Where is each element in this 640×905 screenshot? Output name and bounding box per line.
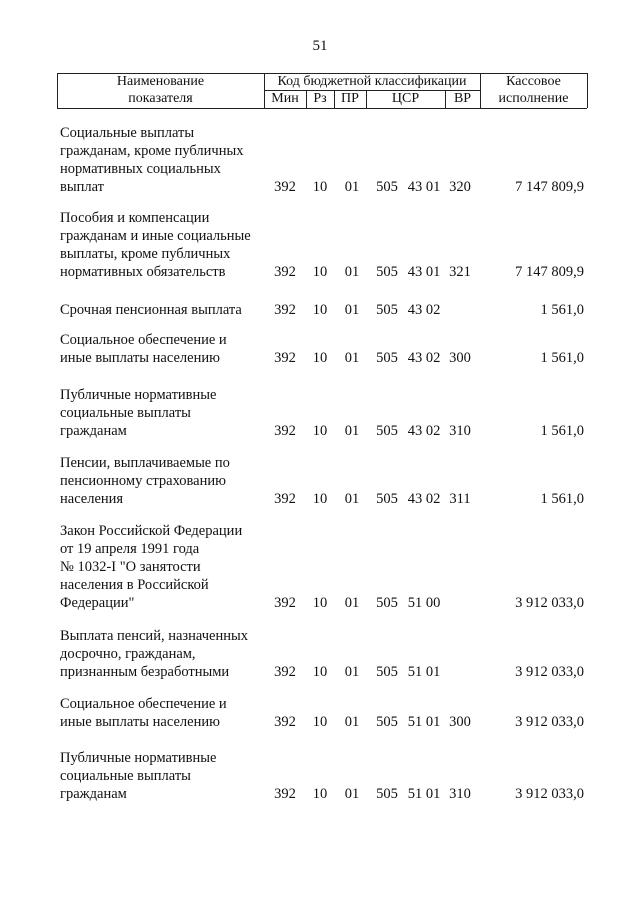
code-vr: 310	[449, 786, 471, 802]
header-csr: ЦСР	[391, 91, 420, 106]
header-name-line1: Наименование	[116, 74, 205, 89]
code-rz: 10	[312, 786, 328, 802]
code-csr-item: 51 01	[407, 714, 441, 730]
page-number: 51	[312, 38, 328, 54]
header-min: Мин	[271, 91, 299, 106]
code-csr-program: 505	[376, 302, 398, 318]
header-rz: Рз	[313, 91, 327, 106]
code-csr-program: 505	[376, 664, 398, 680]
code-rz: 10	[312, 302, 328, 318]
indicator-name-line: признанным безработными	[60, 664, 230, 680]
code-csr-program: 505	[376, 350, 398, 366]
code-pr: 01	[344, 264, 360, 280]
code-vr: 310	[449, 423, 471, 439]
indicator-name-line: гражданам, кроме публичных	[60, 143, 244, 159]
indicator-name-line: Выплата пенсий, назначенных	[60, 628, 248, 644]
indicator-name-line: гражданам	[60, 423, 127, 439]
indicator-name-line: Закон Российской Федерации	[60, 523, 243, 539]
code-csr-program: 505	[376, 491, 398, 507]
cash-execution-amount: 1 561,0	[540, 423, 584, 439]
indicator-name-line: иные выплаты населению	[60, 714, 220, 730]
code-vr: 321	[449, 264, 471, 280]
code-vr: 311	[449, 491, 471, 507]
code-pr: 01	[344, 491, 360, 507]
header-exec-line2: исполнение	[498, 91, 569, 106]
code-min: 392	[274, 179, 296, 195]
indicator-name-line: гражданам	[60, 786, 127, 802]
cash-execution-amount: 7 147 809,9	[515, 179, 584, 195]
indicator-name	[60, 749, 270, 803]
code-rz: 10	[312, 179, 328, 195]
code-rz: 10	[312, 491, 328, 507]
code-csr-program: 505	[376, 786, 398, 802]
indicator-name-line: выплаты, кроме публичных	[60, 246, 231, 262]
code-csr-item: 43 01	[407, 264, 441, 280]
code-csr-program: 505	[376, 595, 398, 611]
indicator-name-line: Социальное обеспечение и	[60, 332, 227, 348]
header-name-line2: показателя	[128, 91, 193, 106]
indicator-name-line: населения	[60, 491, 124, 507]
header-vr: ВР	[453, 91, 472, 106]
code-pr: 01	[344, 423, 360, 439]
header-exec-line1: Кассовое	[506, 74, 561, 89]
code-pr: 01	[344, 179, 360, 195]
cash-execution-amount: 3 912 033,0	[515, 595, 584, 611]
indicator-name-line: иные выплаты населению	[60, 350, 220, 366]
code-vr: 300	[449, 714, 471, 730]
indicator-name-line: социальные выплаты	[60, 405, 191, 421]
indicator-name-line: выплат	[60, 179, 104, 195]
cash-execution-amount: 7 147 809,9	[515, 264, 584, 280]
code-csr-item: 51 01	[407, 664, 441, 680]
indicator-name-line: нормативных социальных	[60, 161, 221, 177]
indicator-name-line: нормативных обязательств	[60, 264, 226, 280]
header-code-group: Код бюджетной классификации	[277, 74, 467, 89]
code-csr-item: 51 00	[407, 595, 441, 611]
indicator-name-line: Социальное обеспечение и	[60, 696, 227, 712]
code-vr: 320	[449, 179, 471, 195]
indicator-name-line: от 19 апреля 1991 года	[60, 541, 200, 557]
code-csr-item: 43 01	[407, 179, 441, 195]
indicator-name-line: № 1032-I "О занятости	[60, 559, 201, 575]
code-min: 392	[274, 491, 296, 507]
code-min: 392	[274, 786, 296, 802]
code-min: 392	[274, 714, 296, 730]
indicator-name-line: населения в Российской	[60, 577, 209, 593]
code-min: 392	[274, 302, 296, 318]
indicator-name-line: Пенсии, выплачиваемые по	[60, 455, 230, 471]
code-min: 392	[274, 595, 296, 611]
indicator-name-line: досрочно, гражданам,	[60, 646, 196, 662]
code-vr: 300	[449, 350, 471, 366]
code-pr: 01	[344, 714, 360, 730]
code-csr-program: 505	[376, 714, 398, 730]
code-csr-item: 43 02	[407, 423, 441, 439]
cash-execution-amount: 3 912 033,0	[515, 786, 584, 802]
cash-execution-amount: 1 561,0	[540, 491, 584, 507]
code-pr: 01	[344, 786, 360, 802]
code-csr-program: 505	[376, 264, 398, 280]
code-csr-program: 505	[376, 179, 398, 195]
indicator-name-line: пенсионному страхованию	[60, 473, 226, 489]
indicator-name-line: гражданам и иные социальные	[60, 228, 251, 244]
code-csr-item: 43 02	[407, 350, 441, 366]
code-csr-program: 505	[376, 423, 398, 439]
code-min: 392	[274, 264, 296, 280]
code-pr: 01	[344, 302, 360, 318]
indicator-name-line: Публичные нормативные	[60, 750, 217, 766]
code-min: 392	[274, 664, 296, 680]
code-pr: 01	[344, 595, 360, 611]
indicator-name-line: Пособия и компенсации	[60, 210, 210, 226]
code-csr-item: 51 01	[407, 786, 441, 802]
cash-execution-amount: 3 912 033,0	[515, 664, 584, 680]
code-min: 392	[274, 350, 296, 366]
indicator-name-line: Публичные нормативные	[60, 387, 217, 403]
code-csr-item: 43 02	[407, 302, 441, 318]
code-rz: 10	[312, 595, 328, 611]
code-rz: 10	[312, 714, 328, 730]
code-pr: 01	[344, 350, 360, 366]
indicator-name-line: Срочная пенсионная выплата	[60, 302, 242, 318]
cash-execution-amount: 3 912 033,0	[515, 714, 584, 730]
code-rz: 10	[312, 264, 328, 280]
indicator-name-line: Социальные выплаты	[60, 125, 195, 141]
cash-execution-amount: 1 561,0	[540, 350, 584, 366]
indicator-name-line: Федерации"	[60, 595, 135, 611]
code-csr-item: 43 02	[407, 491, 441, 507]
code-min: 392	[274, 423, 296, 439]
code-rz: 10	[312, 664, 328, 680]
code-pr: 01	[344, 664, 360, 680]
code-rz: 10	[312, 423, 328, 439]
cash-execution-amount: 1 561,0	[540, 302, 584, 318]
header-pr: ПР	[341, 91, 359, 106]
indicator-name-line: социальные выплаты	[60, 768, 191, 784]
code-rz: 10	[312, 350, 328, 366]
